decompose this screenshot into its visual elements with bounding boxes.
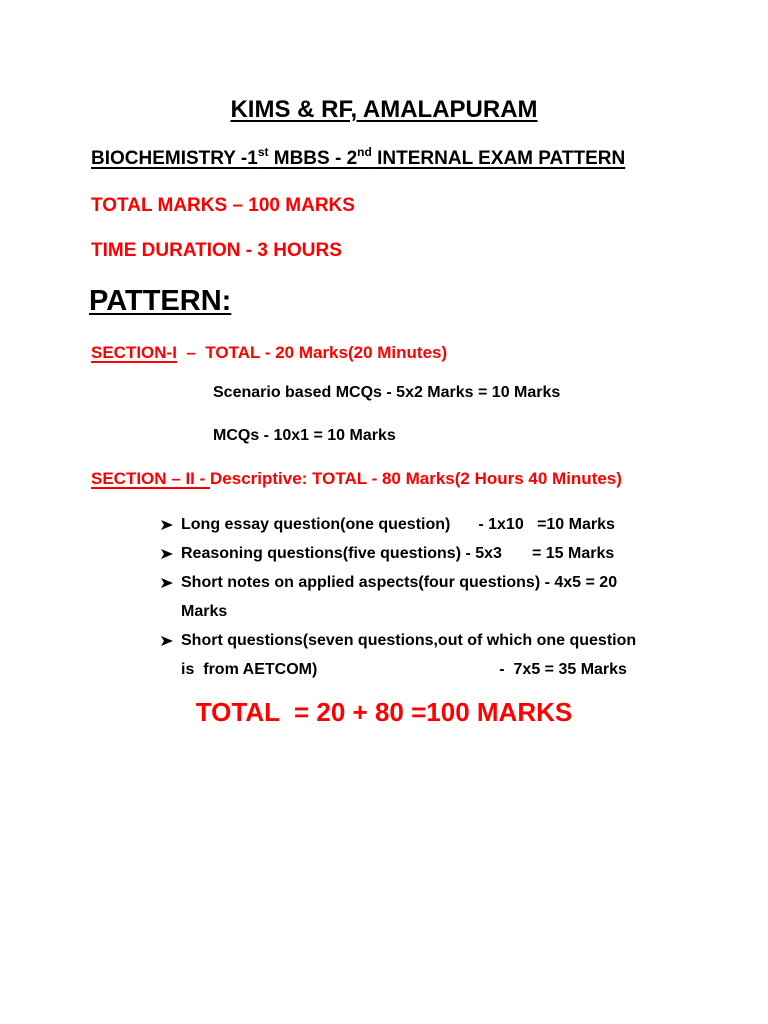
total-marks-line: TOTAL MARKS – 100 MARKS <box>91 195 355 216</box>
bullet-continuation: is from AETCOM) <box>181 661 318 678</box>
section-1-item: Scenario based MCQs - 5x2 Marks = 10 Marks <box>213 384 561 401</box>
bullet-text: Long essay question(one question) <box>181 516 451 533</box>
section-2-heading <box>91 469 622 489</box>
time-duration-line: TIME DURATION - 3 HOURS <box>91 240 342 261</box>
bullet-item <box>159 568 699 626</box>
grand-total: TOTAL = 20 + 80 =100 MARKS <box>195 697 573 727</box>
page-title: KIMS & RF, AMALAPURAM <box>230 96 538 123</box>
bullet-item <box>159 539 699 568</box>
subtitle-sup-1: st <box>257 144 269 159</box>
bullet-marks: - 1x10 =10 Marks <box>478 516 615 533</box>
section-2-summary: Descriptive: TOTAL - 80 Marks(2 Hours 40 Minutes) <box>210 469 622 488</box>
arrowhead-bullet-icon <box>159 568 175 597</box>
section-1-heading <box>91 343 447 363</box>
bullet-text: Reasoning questions(five questions) - 5x3 <box>181 545 502 562</box>
section-2-label: SECTION – II - <box>91 469 211 488</box>
arrowhead-bullet-icon <box>159 510 175 539</box>
arrowhead-bullet-icon <box>159 539 175 568</box>
arrowhead-bullet-icon <box>159 626 175 655</box>
pattern-heading: PATTERN: <box>89 285 232 317</box>
section-1-item: MCQs - 10x1 = 10 Marks <box>213 427 396 444</box>
bullet-marks: = 15 Marks <box>531 545 615 562</box>
subtitle-text-3: INTERNAL EXAM PATTERN <box>371 148 626 169</box>
bullet-item <box>159 626 699 684</box>
section-1-label: SECTION-I <box>91 343 177 362</box>
section-1-separator: – <box>176 343 206 362</box>
subtitle-sup-2: nd <box>357 144 372 159</box>
bullet-text: Short questions(seven questions,out of which one question <box>181 632 637 649</box>
bullet-item <box>159 510 699 539</box>
bullet-marks: - 7x5 = 35 Marks <box>499 661 627 678</box>
bullet-text: Short notes on applied aspects(four questions) - 4x5 = 20 <box>181 574 618 591</box>
section-1-summary: TOTAL - 20 Marks(20 Minutes) <box>205 343 448 362</box>
section-2-bullet-list <box>159 510 699 684</box>
subtitle-text-2: MBBS - 2 <box>268 148 358 169</box>
exam-subtitle <box>91 144 626 170</box>
subtitle-text-1: BIOCHEMISTRY -1 <box>91 148 258 169</box>
bullet-continuation: Marks <box>181 603 228 620</box>
